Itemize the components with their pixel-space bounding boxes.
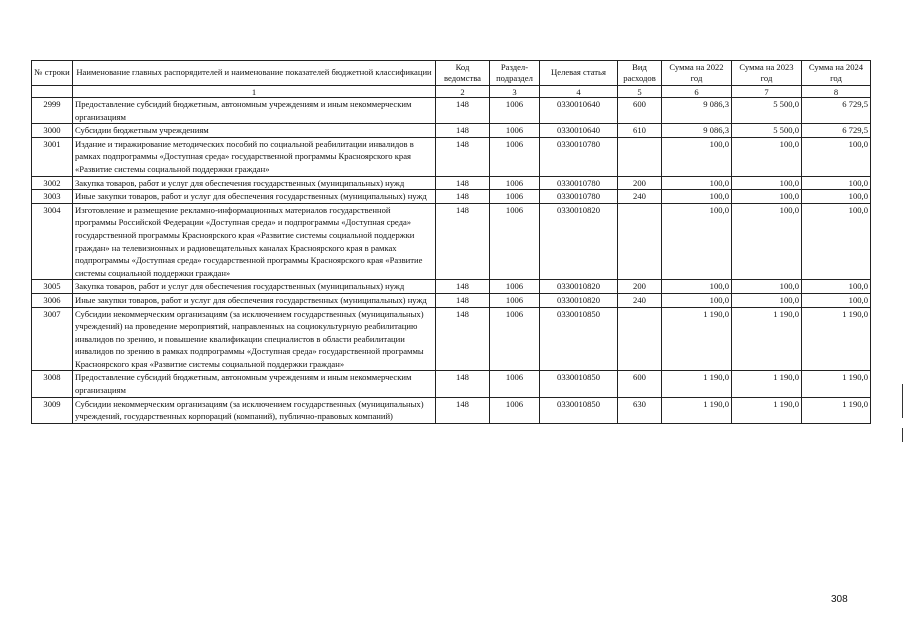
sum-2023-cell: 100,0 xyxy=(732,203,802,280)
column-number-row xyxy=(32,86,871,98)
target-article-cell: 0330010780 xyxy=(540,190,618,204)
header-row-number: № строки xyxy=(32,61,73,86)
row-name-cell: Предоставление субсидий бюджетным, автономным учреждениям и иным некоммерческим организациям xyxy=(73,98,436,124)
section-cell: 1006 xyxy=(490,397,540,423)
row-number-cell: 3000 xyxy=(32,124,73,138)
header-section: Раздел-подраздел xyxy=(490,61,540,86)
sum-2024-cell: 6 729,5 xyxy=(802,124,871,138)
department-code-cell: 148 xyxy=(436,397,490,423)
header-row xyxy=(32,61,871,86)
department-code-cell: 148 xyxy=(436,371,490,397)
page-number: 308 xyxy=(831,594,848,605)
sum-2022-cell: 100,0 xyxy=(662,203,732,280)
section-cell: 1006 xyxy=(490,280,540,294)
row-name-cell: Субсидии некоммерческим организациям (за исключением государственных (муниципальных) учреждений, государственных корпораций (компаний), публично-правовых компаний) xyxy=(73,397,436,423)
table-row xyxy=(32,176,871,190)
sum-2023-cell: 5 500,0 xyxy=(732,98,802,124)
sum-2024-cell: 100,0 xyxy=(802,203,871,280)
header-name: Наименование главных распорядителей и наименование показателей бюджетной классификации xyxy=(73,61,436,86)
department-code-cell: 148 xyxy=(436,203,490,280)
sum-2024-cell: 100,0 xyxy=(802,137,871,176)
department-code-cell: 148 xyxy=(436,280,490,294)
table-row xyxy=(32,124,871,138)
target-article-cell: 0330010850 xyxy=(540,307,618,371)
sum-2024-cell: 100,0 xyxy=(802,176,871,190)
sum-2024-cell: 1 190,0 xyxy=(802,371,871,397)
target-article-cell: 0330010640 xyxy=(540,98,618,124)
row-number-cell: 3001 xyxy=(32,137,73,176)
row-number-cell: 3004 xyxy=(32,203,73,280)
expense-type-cell: 600 xyxy=(618,98,662,124)
department-code-cell: 148 xyxy=(436,190,490,204)
header-target-article: Целевая статья xyxy=(540,61,618,86)
row-name-cell: Изготовление и размещение рекламно-информационных материалов государственной программы Российской Федерации «Доступная среда» и подпрограммы «Доступная среда» государственной программы Красноярского края «Развитие системы социальной поддержки граждан» на телевизионных и радиовещательных каналах Красноярского края в рамках подпрограммы «Доступная среда» государственной программы Красноярского края «Развитие системы социальной поддержки граждан» xyxy=(73,203,436,280)
section-cell: 1006 xyxy=(490,124,540,138)
row-number-cell: 2999 xyxy=(32,98,73,124)
sum-2024-cell: 100,0 xyxy=(802,280,871,294)
department-code-cell: 148 xyxy=(436,293,490,307)
row-number-cell: 3003 xyxy=(32,190,73,204)
header-sum-2023: Сумма на 2023 год xyxy=(732,61,802,86)
header-department-code: Код ведомства xyxy=(436,61,490,86)
department-code-cell: 148 xyxy=(436,176,490,190)
column-number: 2 xyxy=(436,86,490,98)
table-row xyxy=(32,397,871,423)
sum-2023-cell: 100,0 xyxy=(732,137,802,176)
department-code-cell: 148 xyxy=(436,137,490,176)
row-name-cell: Предоставление субсидий бюджетным, автономным учреждениям и иным некоммерческим организациям xyxy=(73,371,436,397)
column-number: 3 xyxy=(490,86,540,98)
table-row xyxy=(32,280,871,294)
section-cell: 1006 xyxy=(490,203,540,280)
expense-type-cell xyxy=(618,137,662,176)
row-name-cell: Субсидии бюджетным учреждениям xyxy=(73,124,436,138)
target-article-cell: 0330010820 xyxy=(540,280,618,294)
target-article-cell: 0330010780 xyxy=(540,176,618,190)
expense-type-cell xyxy=(618,203,662,280)
expense-type-cell: 610 xyxy=(618,124,662,138)
target-article-cell: 0330010780 xyxy=(540,137,618,176)
sum-2022-cell: 1 190,0 xyxy=(662,397,732,423)
scan-edge-mark xyxy=(902,384,903,418)
column-number: 5 xyxy=(618,86,662,98)
sum-2023-cell: 1 190,0 xyxy=(732,397,802,423)
table-row xyxy=(32,203,871,280)
sum-2023-cell: 100,0 xyxy=(732,280,802,294)
row-number-cell: 3007 xyxy=(32,307,73,371)
department-code-cell: 148 xyxy=(436,124,490,138)
column-number: 6 xyxy=(662,86,732,98)
header-expense-type: Вид расходов xyxy=(618,61,662,86)
row-name-cell: Иные закупки товаров, работ и услуг для обеспечения государственных (муниципальных) нужд xyxy=(73,293,436,307)
sum-2024-cell: 100,0 xyxy=(802,190,871,204)
sum-2022-cell: 1 190,0 xyxy=(662,307,732,371)
sum-2022-cell: 9 086,3 xyxy=(662,124,732,138)
row-number-cell: 3008 xyxy=(32,371,73,397)
row-number-cell: 3002 xyxy=(32,176,73,190)
section-cell: 1006 xyxy=(490,293,540,307)
target-article-cell: 0330010820 xyxy=(540,203,618,280)
scan-edge-mark xyxy=(902,428,903,442)
sum-2022-cell: 100,0 xyxy=(662,137,732,176)
table-row xyxy=(32,190,871,204)
target-article-cell: 0330010850 xyxy=(540,371,618,397)
target-article-cell: 0330010820 xyxy=(540,293,618,307)
sum-2022-cell: 100,0 xyxy=(662,280,732,294)
table-row xyxy=(32,137,871,176)
section-cell: 1006 xyxy=(490,98,540,124)
target-article-cell: 0330010850 xyxy=(540,397,618,423)
expense-type-cell: 630 xyxy=(618,397,662,423)
table-row xyxy=(32,293,871,307)
target-article-cell: 0330010640 xyxy=(540,124,618,138)
department-code-cell: 148 xyxy=(436,98,490,124)
table-row xyxy=(32,307,871,371)
section-cell: 1006 xyxy=(490,307,540,371)
table-row xyxy=(32,98,871,124)
budget-table xyxy=(31,60,871,424)
row-name-cell: Иные закупки товаров, работ и услуг для обеспечения государственных (муниципальных) нужд xyxy=(73,190,436,204)
expense-type-cell: 200 xyxy=(618,176,662,190)
column-number: 7 xyxy=(732,86,802,98)
row-name-cell: Субсидии некоммерческим организациям (за исключением государственных (муниципальных) учреждений) на проведение мероприятий, направленных на социокультурную реабилитацию инвалидов по зрению, и повышение квалификации специалистов в области реабилитации инвалидов по зрению в рамках подпрограммы «Доступная среда» государственной программы Красноярского края «Развитие системы социальной поддержки граждан» xyxy=(73,307,436,371)
section-cell: 1006 xyxy=(490,137,540,176)
row-name-cell: Закупка товаров, работ и услуг для обеспечения государственных (муниципальных) нужд xyxy=(73,280,436,294)
sum-2024-cell: 6 729,5 xyxy=(802,98,871,124)
column-number: 1 xyxy=(73,86,436,98)
sum-2022-cell: 100,0 xyxy=(662,293,732,307)
sum-2022-cell: 1 190,0 xyxy=(662,371,732,397)
column-number xyxy=(32,86,73,98)
header-sum-2024: Сумма на 2024 год xyxy=(802,61,871,86)
column-number: 4 xyxy=(540,86,618,98)
header-sum-2022: Сумма на 2022 год xyxy=(662,61,732,86)
sum-2023-cell: 100,0 xyxy=(732,293,802,307)
sum-2023-cell: 100,0 xyxy=(732,176,802,190)
sum-2023-cell: 1 190,0 xyxy=(732,307,802,371)
sum-2023-cell: 100,0 xyxy=(732,190,802,204)
sum-2022-cell: 100,0 xyxy=(662,176,732,190)
row-number-cell: 3009 xyxy=(32,397,73,423)
expense-type-cell: 240 xyxy=(618,190,662,204)
sum-2023-cell: 1 190,0 xyxy=(732,371,802,397)
row-name-cell: Издание и тиражирование методических пособий по социальной реабилитации инвалидов в рамках подпрограммы «Доступная среда» государственной программы Красноярского края «Развитие системы социальной поддержки граждан» xyxy=(73,137,436,176)
sum-2022-cell: 9 086,3 xyxy=(662,98,732,124)
sum-2024-cell: 100,0 xyxy=(802,293,871,307)
table-row xyxy=(32,371,871,397)
expense-type-cell: 240 xyxy=(618,293,662,307)
expense-type-cell: 200 xyxy=(618,280,662,294)
section-cell: 1006 xyxy=(490,371,540,397)
expense-type-cell xyxy=(618,307,662,371)
row-name-cell: Закупка товаров, работ и услуг для обеспечения государственных (муниципальных) нужд xyxy=(73,176,436,190)
sum-2024-cell: 1 190,0 xyxy=(802,307,871,371)
row-number-cell: 3005 xyxy=(32,280,73,294)
section-cell: 1006 xyxy=(490,176,540,190)
sum-2024-cell: 1 190,0 xyxy=(802,397,871,423)
department-code-cell: 148 xyxy=(436,307,490,371)
expense-type-cell: 600 xyxy=(618,371,662,397)
sum-2022-cell: 100,0 xyxy=(662,190,732,204)
sum-2023-cell: 5 500,0 xyxy=(732,124,802,138)
column-number: 8 xyxy=(802,86,871,98)
section-cell: 1006 xyxy=(490,190,540,204)
row-number-cell: 3006 xyxy=(32,293,73,307)
